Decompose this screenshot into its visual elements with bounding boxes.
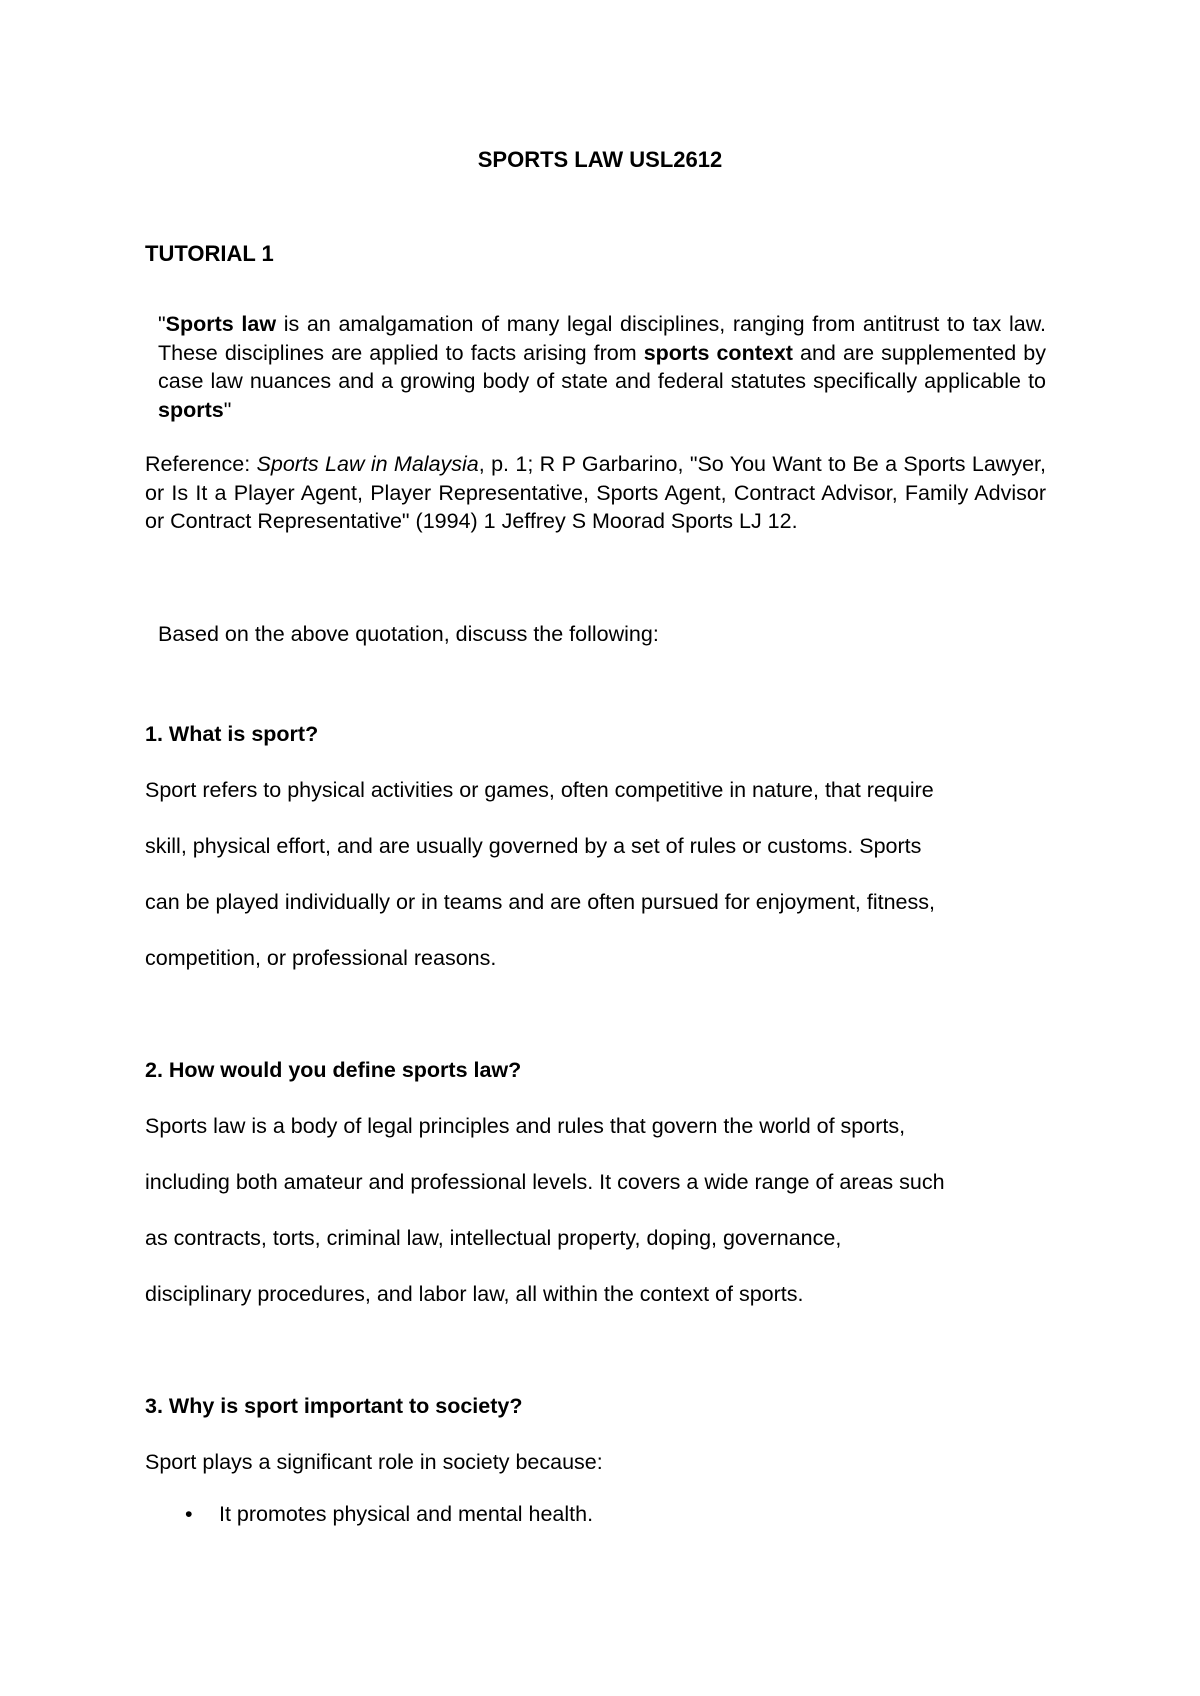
answer-line: competition, or professional reasons. <box>145 946 497 970</box>
quotation-block <box>158 310 1046 424</box>
answer-line: Sport refers to physical activities or games, often competitive in nature, that require <box>145 778 934 802</box>
answer-line: Sport plays a significant role in society because: <box>145 1450 603 1474</box>
answer-line: skill, physical effort, and are usually governed by a set of rules or customs. Sports <box>145 834 922 858</box>
bullet-list <box>145 1500 1045 1528</box>
question-2-answer <box>145 1098 1065 1322</box>
question-3-heading: 3. Why is sport important to society? <box>145 1394 523 1418</box>
reference-paragraph <box>145 450 1046 536</box>
quote-bold-sports-context: sports context <box>643 340 793 365</box>
question-2-heading: 2. How would you define sports law? <box>145 1058 522 1082</box>
answer-line: including both amateur and professional levels. It covers a wide range of areas such <box>145 1170 945 1194</box>
question-3-answer <box>145 1434 1065 1490</box>
answer-line: can be played individually or in teams and are often pursued for enjoyment, fitness, <box>145 890 935 914</box>
question-1-heading: 1. What is sport? <box>145 722 319 746</box>
quote-text-1: is an amalgamation of many legal disciplines, ranging from antitrust to tax law. These disciplines are applied to facts arising from <box>158 312 1047 365</box>
bullet-text: It promotes physical and mental health. <box>219 1502 594 1526</box>
tutorial-heading: TUTORIAL 1 <box>145 241 274 266</box>
answer-line: disciplinary procedures, and labor law, all within the context of sports. <box>145 1282 804 1306</box>
answer-line: Sports law is a body of legal principles and rules that govern the world of sports, <box>145 1114 906 1138</box>
quote-close-mark: " <box>223 397 232 422</box>
reference-book-title: Sports Law in Malaysia <box>256 452 479 476</box>
bullet-icon: • <box>185 1502 193 1526</box>
list-item <box>145 1500 1045 1528</box>
quote-bold-sports: sports <box>158 397 224 422</box>
discussion-prompt: Based on the above quotation, discuss the following: <box>158 622 659 646</box>
reference-prefix: Reference: <box>145 452 257 476</box>
quote-bold-sports-law: Sports law <box>165 312 277 336</box>
reference-citation: , p. 1; R P Garbarino, "So You Want to Be a Sports Lawyer, or Is It a Player Agent, Player Representative, Sports Agent, Contract Advisor, Family Advisor or Contract Representative" (1994) 1 Jeffrey S Moorad Sports LJ 12. <box>145 452 1046 533</box>
document-title: SPORTS LAW USL2612 <box>477 147 723 172</box>
quote-open-mark: " <box>158 312 166 336</box>
quote-text-2: and are supplemented by case law nuances and a growing body of state and federal statutes specifically applicable to <box>158 340 1046 393</box>
question-1-answer <box>145 762 1065 986</box>
answer-line: as contracts, torts, criminal law, intellectual property, doping, governance, <box>145 1226 842 1250</box>
